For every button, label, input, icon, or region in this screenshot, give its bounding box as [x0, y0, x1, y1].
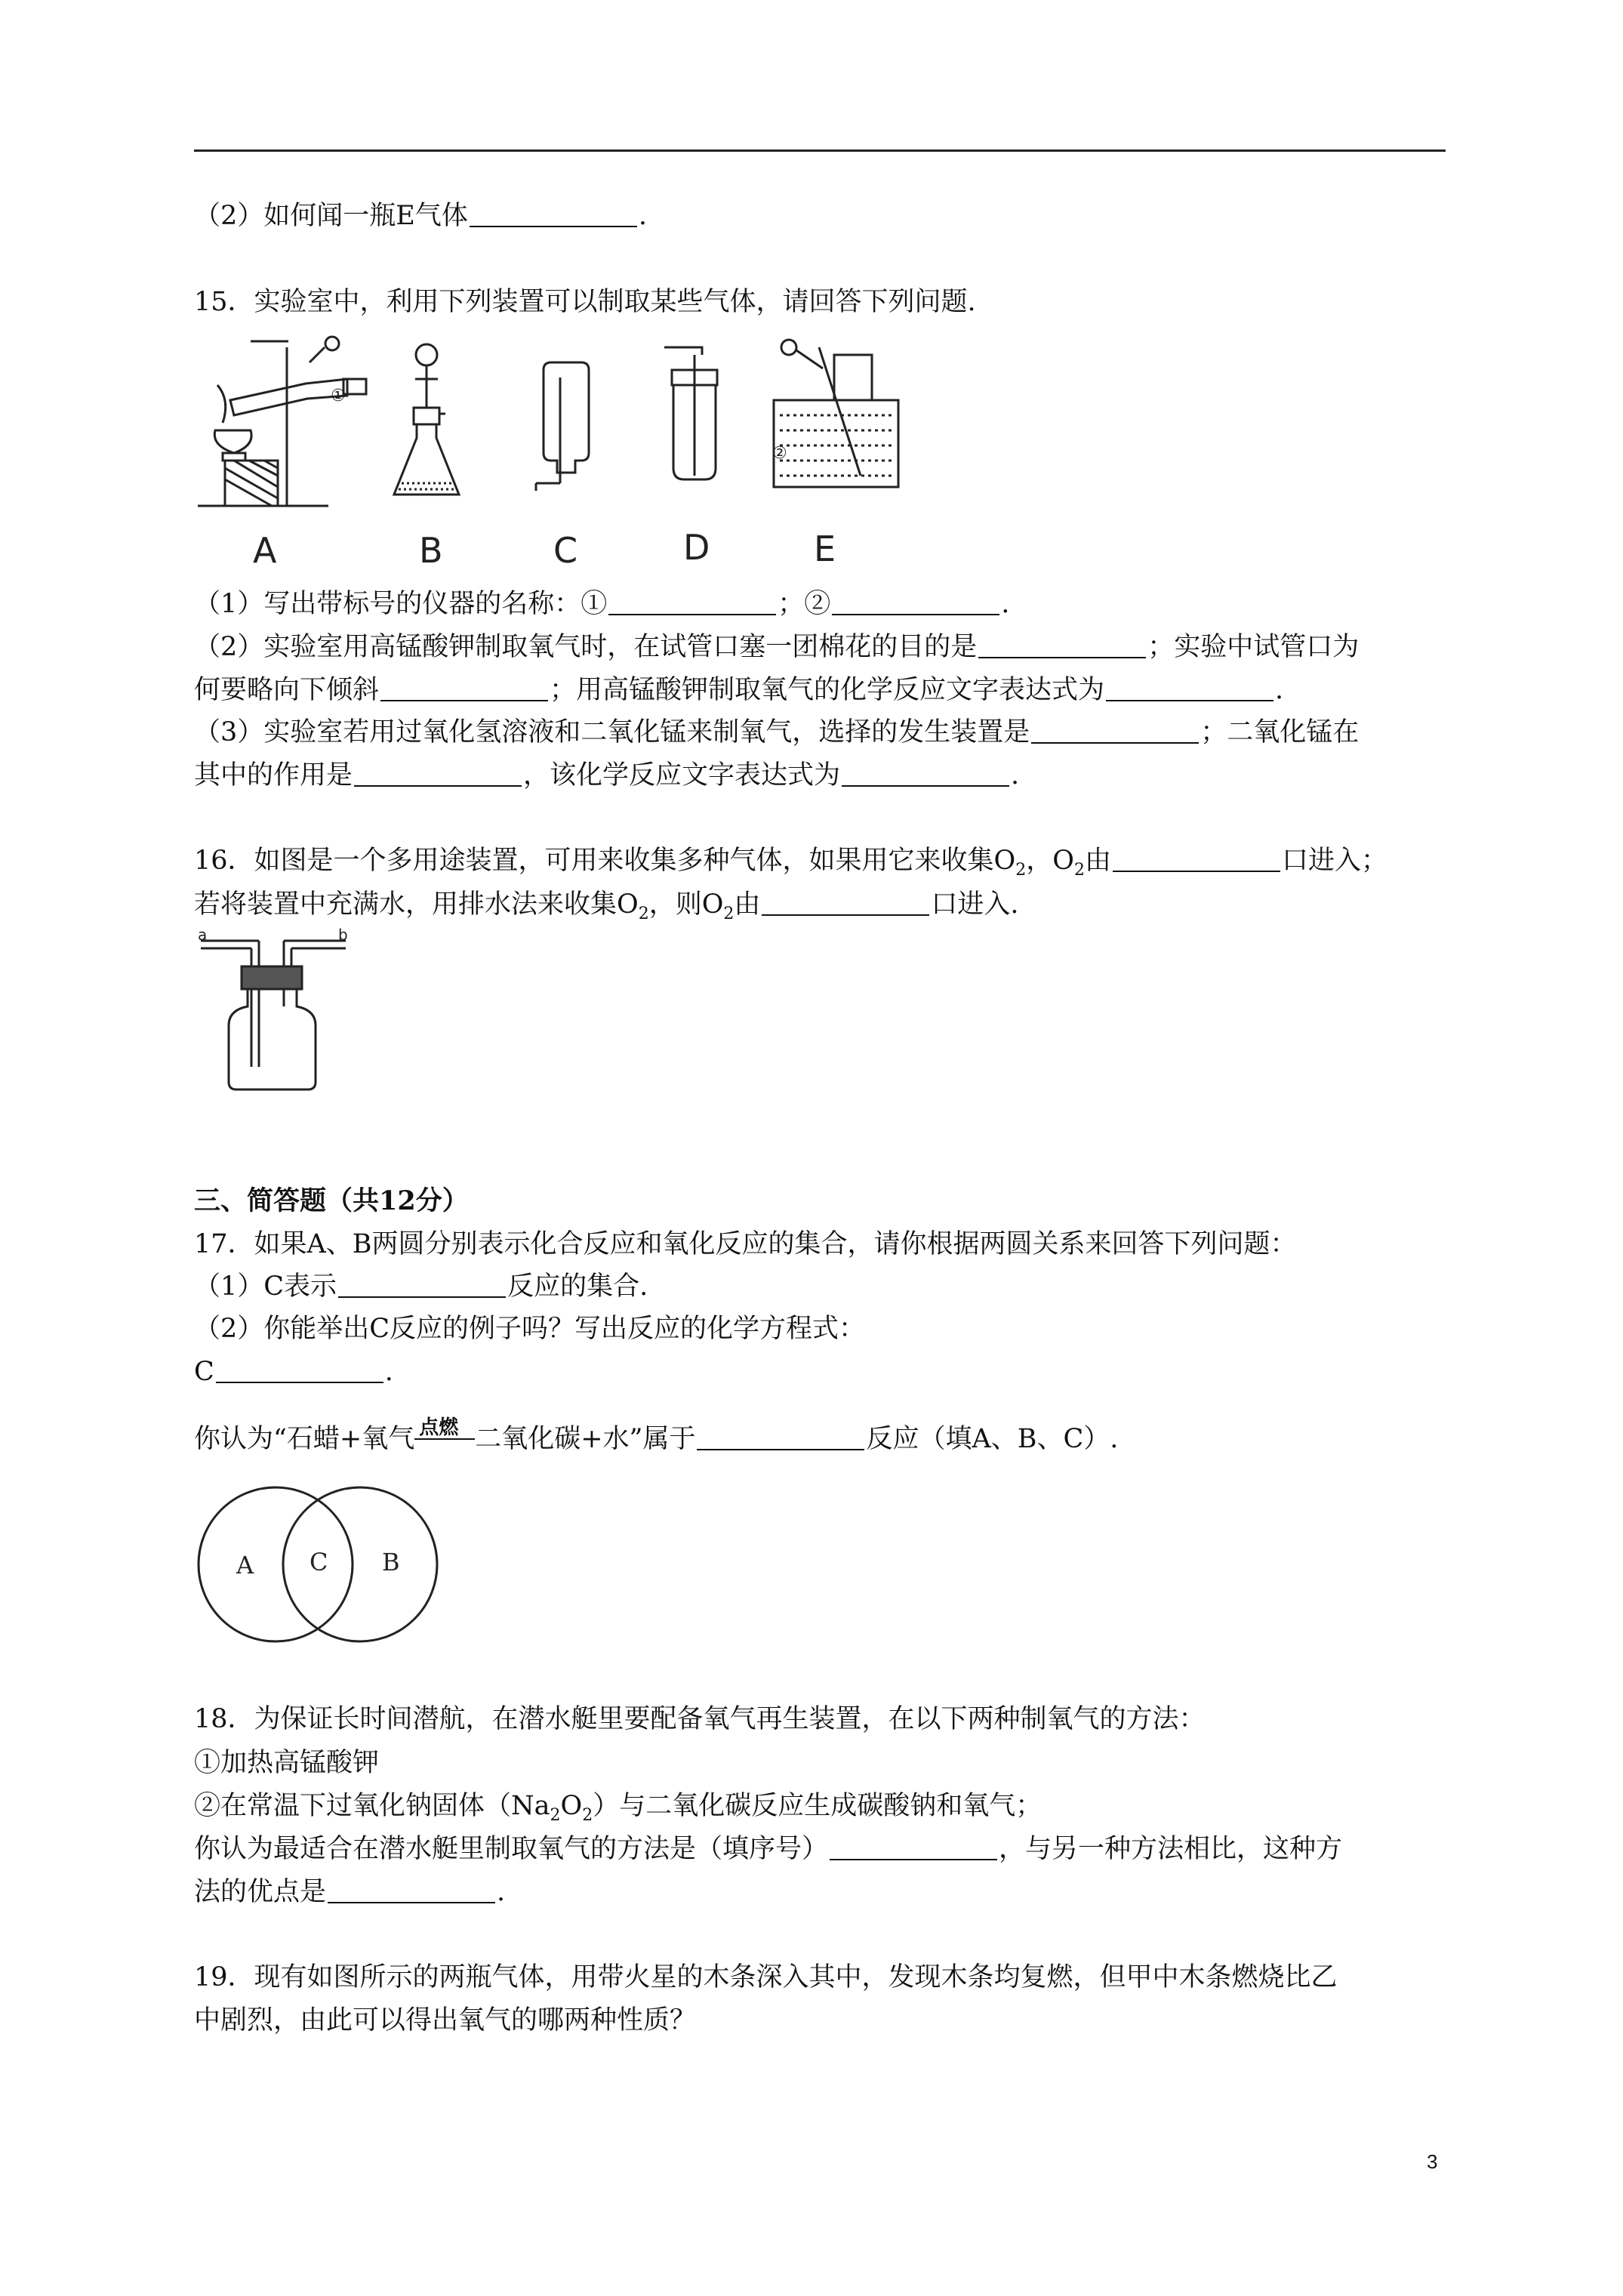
answer-blank[interactable] — [380, 677, 548, 701]
venn-label-b: B — [382, 1548, 400, 1576]
label-d: D — [683, 527, 710, 568]
q17-line1: 17．如果A、B两圆分别表示化合反应和氧化反应的集合，请你根据两圆关系来回答下列问题： — [194, 1229, 1297, 1259]
q17-part2: （2）你能举出C反应的例子吗？写出反应的化学方程式： — [194, 1314, 866, 1344]
answer-blank[interactable] — [354, 763, 522, 787]
tube-a-label: a — [198, 926, 208, 944]
answer-blank[interactable] — [697, 1426, 864, 1450]
apparatus-b-drawing — [394, 344, 459, 495]
q18-method1: ①加热高锰酸钾 — [194, 1748, 380, 1778]
q15-part1: （1）写出带标号的仪器的名称：① ；② . — [194, 589, 1010, 619]
q18-method2: ②在常温下过氧化钠固体$(Na_2O_2)$与二氧化碳反应生成碳酸钠和氧气； — [194, 1791, 1042, 1825]
apparatus-a-drawing — [198, 337, 366, 506]
answer-blank[interactable] — [1113, 848, 1280, 872]
q15-part3-line2: 其中的作用是 ，该化学反应文字表达式为 . — [194, 760, 1020, 791]
venn-label-a: A — [236, 1551, 254, 1579]
q15-part2-line2: 何要略向下倾斜 ；用高锰酸钾制取氧气的化学反应文字表达式为 . — [194, 675, 1284, 705]
q18-line4: 你认为最适合在潜水艇里制取氧气的方法是（填序号） ，与另一种方法相比，这种方 — [194, 1834, 1343, 1864]
answer-blank[interactable] — [1031, 720, 1199, 744]
q17-judge-line: 你认为“石蜡+氧气 点燃 二氧化碳+水”属于 反应（填A、B、C）. — [194, 1416, 1119, 1454]
venn-label-c: C — [310, 1548, 328, 1576]
q19-line2: 中剧烈，由此可以得出氧气的哪两种性质？ — [194, 2005, 697, 2036]
q16-line1: 16．如图是一个多用途装置，可用来收集多种气体，如果用它来收集$O_2$，$O_2$由 口进入； — [194, 846, 1387, 880]
answer-blank[interactable] — [216, 1359, 383, 1383]
section3-heading: 三、简答题（共12分） — [194, 1185, 469, 1216]
q17-equation-line: C . — [194, 1357, 393, 1387]
q15-title: 15．实验室中，利用下列装置可以制取某些气体，请回答下列问题. — [194, 287, 976, 317]
answer-blank[interactable] — [1106, 677, 1273, 701]
venn-circle-a — [199, 1487, 353, 1641]
apparatus-c-drawing — [536, 362, 589, 491]
apparatus-e-drawing — [774, 340, 898, 487]
q15-apparatus-figure — [189, 332, 913, 521]
q15-part2-line1: （2）实验室用高锰酸钾制取氧气时，在试管口塞一团棉花的目的是 ；实验中试管口为 — [194, 632, 1360, 662]
q16-multipurpose-bottle — [195, 935, 361, 1093]
label-a: A — [253, 530, 277, 571]
answer-blank[interactable] — [470, 203, 637, 227]
answer-blank[interactable] — [338, 1274, 506, 1298]
q17-part1: （1）C表示 反应的集合. — [194, 1271, 648, 1302]
answer-blank[interactable] — [842, 763, 1009, 787]
answer-blank[interactable] — [328, 1879, 495, 1903]
marker-2-label: ② — [772, 444, 787, 463]
answer-blank[interactable] — [978, 634, 1146, 658]
answer-blank[interactable] — [762, 892, 929, 916]
answer-blank[interactable] — [830, 1836, 997, 1860]
answer-blank[interactable] — [832, 591, 999, 615]
q14-part2: （2）如何闻一瓶E气体 . — [194, 201, 647, 231]
apparatus-d-drawing — [664, 347, 717, 479]
tube-b-label: b — [338, 926, 348, 944]
page-number: 3 — [1427, 2150, 1438, 2173]
answer-blank[interactable] — [608, 591, 776, 615]
marker-1-label: ① — [331, 387, 346, 405]
reaction-arrow: 点燃 — [414, 1422, 475, 1452]
q18-line5: 法的优点是 . — [194, 1877, 506, 1907]
venn-circle-b — [283, 1487, 437, 1641]
label-e: E — [814, 529, 836, 569]
q15-part3-line1: （3）实验室若用过氧化氢溶液和二氧化锰来制氧气，选择的发生装置是 ；二氧化锰在 — [194, 717, 1360, 747]
label-c: C — [553, 530, 578, 571]
q16-line2: 若将装置中充满水，用排水法来收集$O_2$，则$O_2$由 口进入. — [194, 889, 1019, 923]
header-rule — [194, 149, 1446, 152]
q18-line1: 18．为保证长时间潜航，在潜水艇里要配备氧气再生装置，在以下两种制氧气的方法： — [194, 1704, 1206, 1734]
q19-line1: 19．现有如图所示的两瓶气体，用带火星的木条深入其中，发现木条均复燃，但甲中木条燃烧比乙 — [194, 1962, 1338, 1992]
label-b: B — [419, 530, 443, 571]
